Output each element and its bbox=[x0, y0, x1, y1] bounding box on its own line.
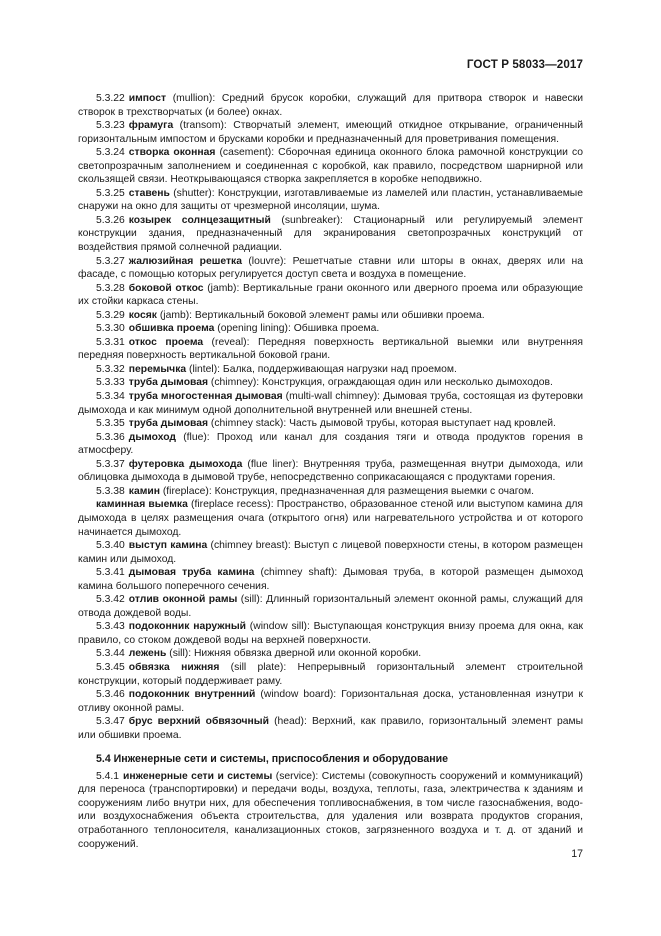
term-number: 5.3.29 bbox=[96, 309, 125, 321]
term-number: 5.3.46 bbox=[96, 689, 125, 701]
term-entry bbox=[78, 322, 583, 336]
page-body bbox=[78, 92, 583, 851]
term-name: фрамуга bbox=[128, 120, 174, 132]
term-name: выступ камина bbox=[128, 540, 208, 552]
term-name: труба дымовая bbox=[128, 418, 209, 430]
term-definition: (sill): Длинный горизонтальный элемент оконной рамы, служащий для отвода дождевой воды. bbox=[78, 594, 583, 619]
term-entry bbox=[78, 661, 583, 688]
term-name: инженерные сети и системы bbox=[123, 770, 273, 782]
term-definition: (service): Системы (совокупность сооружений и коммуникаций) для переноса (транспортировки) и передачи воды, воздуха, теплоты, газа, электричества к зданиям и сооружениям либо внутри них, для обеспечения топливоснабжения, в том числе газоснабжения, водо- или воздухоснабжения объекта строительства, для удаления или возврата продуктов сгорания, отработанного теплоносителя, канализационных стоков, загрязненного воздуха и т. д. от зданий и сооружений. bbox=[78, 770, 583, 850]
term-number: 5.3.35 bbox=[96, 418, 125, 430]
document-id: ГОСТ Р 58033—2017 bbox=[466, 58, 583, 71]
term-definition: (opening lining): Обшивка проема. bbox=[214, 323, 380, 335]
term-name: дымоход bbox=[128, 431, 176, 443]
term-entry bbox=[78, 390, 583, 417]
term-definition: (chimney): Конструкция, ограждающая один или несколько дымоходов. bbox=[208, 377, 553, 389]
term-entry bbox=[78, 498, 583, 539]
term-definition: (fireplace): Конструкция, предназначенная для размещения выемки с очагом. bbox=[159, 485, 535, 497]
term-entry bbox=[78, 214, 583, 255]
term-definition: (chimney breast): Выступ с лицевой поверхности стены, в котором размещен камин или дымоход. bbox=[78, 540, 584, 565]
term-name: футеровка дымохода bbox=[128, 458, 243, 470]
term-definition: (chimney stack): Часть дымовой трубы, которая выступает над кровлей. bbox=[208, 418, 556, 430]
term-name: перемычка bbox=[128, 363, 187, 375]
term-entry bbox=[78, 770, 583, 851]
term-name: подоконник внутренний bbox=[128, 689, 256, 701]
term-definition: (jamb): Вертикальные грани оконного или дверного проема или образующие их стойки каркаса стены. bbox=[78, 282, 583, 308]
term-entry bbox=[78, 417, 583, 431]
term-number: 5.3.33 bbox=[96, 377, 125, 389]
term-number: 5.4.1 bbox=[96, 770, 120, 782]
term-name: труба многостенная дымовая bbox=[128, 391, 283, 403]
section-heading: 5.4 Инженерные сети и системы, приспособления и оборудование bbox=[96, 753, 449, 766]
term-definition: (chimney shaft): Дымовая труба, в которой размещен дымоход камина большого поперечного сечения. bbox=[78, 567, 583, 592]
term-name: подоконник наружный bbox=[128, 621, 247, 633]
term-entry bbox=[78, 309, 583, 323]
term-name: створка оконная bbox=[128, 147, 216, 159]
term-number: 5.3.22 bbox=[96, 93, 125, 104]
term-definition: (transom): Створчатый элемент, имеющий откидное открывание, ограниченный горизонтальным импостом и брусками коробки и предназначенный для проветривания помещения. bbox=[78, 120, 583, 145]
term-number: 5.3.45 bbox=[96, 661, 125, 673]
term-entry bbox=[78, 620, 583, 647]
term-entry bbox=[78, 376, 583, 390]
term-number: 5.3.30 bbox=[96, 323, 125, 335]
term-definition: (lintel): Балка, поддерживающая нагрузки над проемом. bbox=[186, 363, 457, 375]
term-definition: (jamb): Вертикальный боковой элемент рамы или обшивки проема. bbox=[156, 309, 485, 321]
term-definition: (casement): Сборочная единица оконного блока рамочной конструкции со светопрозрачным заполнением и соединенная с коробкой, как правило, посредством шарнирной или скользящей связи. Неоткрывающаяся створка закрепляется в коробке неподвижно. bbox=[78, 147, 584, 186]
section-terms-list bbox=[78, 770, 583, 851]
term-entry bbox=[78, 336, 583, 363]
term-number: 5.3.32 bbox=[96, 363, 125, 375]
term-name: импост bbox=[128, 93, 167, 104]
term-name: косяк bbox=[128, 309, 157, 321]
term-name: отлив оконной рамы bbox=[128, 594, 238, 606]
term-number: 5.3.26 bbox=[96, 214, 125, 226]
term-name: ставень bbox=[128, 187, 170, 199]
page-number: 17 bbox=[571, 848, 583, 860]
term-definition: (fireplace recess): Пространство, образованное стеной или выступом камина для дымохода в целях размещения очага (открытого огня) или нагревательного устройства и от которого начинается дымоход. bbox=[78, 499, 583, 538]
term-name: брус верхний обвязочный bbox=[128, 716, 269, 728]
term-name: лежень bbox=[128, 648, 167, 660]
term-entry bbox=[78, 688, 583, 715]
term-definition: (reveal): Передняя поверхность вертикальной выемки или внутренняя передняя поверхность вертикальной боковой грани. bbox=[78, 336, 583, 362]
term-number: 5.3.27 bbox=[96, 255, 125, 267]
term-entry bbox=[78, 187, 583, 214]
term-number: 5.3.23 bbox=[96, 120, 125, 132]
term-entry bbox=[78, 92, 583, 119]
term-number: 5.3.40 bbox=[96, 540, 125, 552]
term-name: козырек солнцезащитный bbox=[128, 214, 271, 226]
term-entry bbox=[78, 539, 583, 566]
term-entry bbox=[78, 255, 583, 282]
term-entry bbox=[78, 715, 583, 742]
term-definition: (louvre): Решетчатые ставни или шторы в окнах, дверях или на фасаде, с помощью которых регулируется доступ света и воздуха в помещение. bbox=[78, 255, 583, 281]
term-name: обвязка нижняя bbox=[128, 661, 220, 673]
term-name: обшивка проема bbox=[128, 323, 215, 335]
term-definition: (flue): Проход или канал для создания тяги и отвода продуктов горения в атмосферу. bbox=[78, 431, 583, 457]
term-name: дымовая труба камина bbox=[128, 567, 255, 579]
term-definition: (sill plate): Непрерывный горизонтальный элемент строительной конструкции, который поддерживает раму. bbox=[78, 661, 584, 687]
term-name: боковой откос bbox=[128, 282, 204, 294]
term-entry bbox=[78, 647, 583, 661]
term-entry bbox=[78, 282, 583, 309]
term-entry bbox=[78, 119, 583, 146]
term-entry bbox=[78, 485, 583, 499]
term-definition: (multi-wall chimney): Дымовая труба, состоящая из футеровки дымохода и как минимум одной дополнительной внутренней или внешней стены. bbox=[78, 391, 583, 416]
term-number: 5.3.25 bbox=[96, 187, 125, 199]
term-number: 5.3.41 bbox=[96, 567, 125, 579]
term-entry bbox=[78, 566, 583, 593]
term-name: труба дымовая bbox=[128, 377, 209, 389]
term-number: 5.3.36 bbox=[96, 431, 125, 443]
term-number: 5.3.47 bbox=[96, 716, 125, 728]
term-entry bbox=[78, 363, 583, 377]
term-number: 5.3.31 bbox=[96, 336, 125, 348]
term-number: 5.3.42 bbox=[96, 594, 125, 606]
term-definition: (sill): Нижняя обвязка дверной или оконной коробки. bbox=[166, 648, 422, 660]
term-definition: (flue liner): Внутренняя труба, размещенная внутри дымохода, или облицовка дымохода в дымовой трубе, непосредственно соприкасающаяся с продуктами горения. bbox=[78, 458, 583, 484]
term-number: 5.3.34 bbox=[96, 391, 125, 403]
term-entry bbox=[78, 431, 583, 458]
terms-list bbox=[78, 92, 583, 742]
term-definition: (shutter): Конструкции, изготавливаемые из ламелей или пластин, устанавливаемые снаружи на окно для защиты от чрезмерной инсоляции, шума. bbox=[78, 187, 583, 213]
term-number: 5.3.43 bbox=[96, 621, 125, 633]
term-definition: (mullion): Средний брусок коробки, служащий для притвора створок и навески створок в трехстворчатых (и более) окнах. bbox=[78, 93, 583, 118]
term-name: камин bbox=[128, 485, 160, 497]
term-definition: (sunbreaker): Стационарный или регулируемый элемент конструкции здания, предназначенный для экранирования светопрозрачных конструкций от воздействия прямой солнечной радиации. bbox=[78, 214, 583, 254]
term-name: откос проема bbox=[128, 336, 204, 348]
term-name: каминная выемка bbox=[96, 499, 188, 511]
term-entry bbox=[78, 146, 583, 187]
term-entry bbox=[78, 458, 583, 485]
term-number: 5.3.24 bbox=[96, 147, 125, 159]
term-number: 5.3.28 bbox=[96, 282, 125, 294]
term-definition: (window board): Горизонтальная доска, установленная изнутри к отливу оконной рамы. bbox=[78, 689, 583, 714]
term-number: 5.3.44 bbox=[96, 648, 125, 660]
term-number: 5.3.38 bbox=[96, 485, 125, 497]
term-number: 5.3.37 bbox=[96, 458, 125, 470]
term-name: жалюзийная решетка bbox=[128, 255, 242, 267]
term-definition: (window sill): Выступающая конструкция внизу проема для окна, как правило, со стоком дождевой воды на верхней поверхности. bbox=[78, 621, 583, 646]
term-definition: (head): Верхний, как правило, горизонтальный элемент рамы или обшивки проема. bbox=[78, 716, 584, 741]
term-entry bbox=[78, 593, 583, 620]
